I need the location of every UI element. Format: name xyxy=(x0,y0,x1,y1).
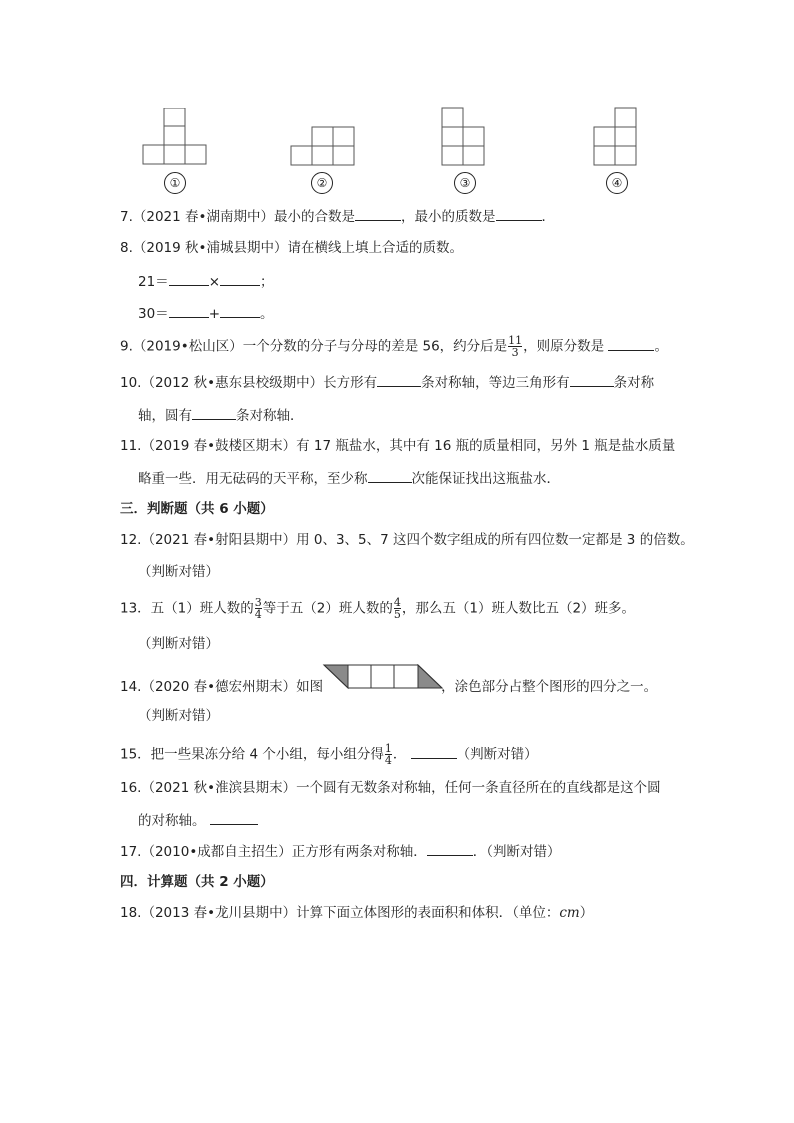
q10-text-1: 10.（2012 秋•惠东县校级期中）长方形有 xyxy=(120,375,378,391)
q14-judge-hint: （判断对错） xyxy=(138,708,219,724)
q13-judge-hint: （判断对错） xyxy=(138,636,219,652)
figure-4-label: ④ xyxy=(606,172,628,194)
question-11 xyxy=(120,436,675,456)
q7-text-1: 7.（2021 春•湖南期中）最小的合数是 xyxy=(120,209,355,225)
q9-text-2: ，则原分数是 xyxy=(523,338,605,355)
q10-answer-blank-2[interactable] xyxy=(570,372,614,387)
q8-line1-prefix: 21＝ xyxy=(138,274,169,290)
figure-1-label: ① xyxy=(164,172,186,194)
q13-fraction-1-denominator: 4 xyxy=(254,608,262,621)
question-12 xyxy=(120,530,694,550)
q13-fraction-1-numerator: 3 xyxy=(254,596,262,609)
q7-text-3: ． xyxy=(541,209,555,225)
q8-line1-suffix: ； xyxy=(260,274,274,290)
q15-text-1: 15．把一些果冻分给 4 个小组，每小组分得 xyxy=(120,746,384,763)
q8-answer-blank-3[interactable] xyxy=(169,303,209,318)
q13-text-2: 等于五（2）班人数的 xyxy=(262,600,393,617)
figure-2-label: ② xyxy=(311,172,333,194)
question-7 xyxy=(120,206,555,227)
q18-text: 18.（2013 春•龙川县期中）计算下面立体图形的表面积和体积．（单位： xyxy=(120,905,560,921)
q10-text-2: 条对称轴，等边三角形有 xyxy=(421,375,570,391)
q7-answer-blank-1[interactable] xyxy=(355,206,401,221)
q17-text-1: 17.（2010•成都自主招生）正方形有两条对称轴． xyxy=(120,844,427,860)
figure-3-cube-view xyxy=(441,107,487,166)
question-12-line-2 xyxy=(138,562,219,582)
question-18 xyxy=(120,903,593,923)
q8-line1-operator: × xyxy=(208,274,220,290)
q9-fraction-numerator: 11 xyxy=(508,334,523,347)
q15-text-2: ． xyxy=(392,746,407,763)
q13-fraction-2-numerator: 4 xyxy=(393,596,401,609)
q9-fraction-denominator: 3 xyxy=(508,346,522,358)
q15-judge-hint: （判断对错） xyxy=(456,746,538,763)
q18-unit: cm xyxy=(559,905,580,921)
q10-text-5: 条对称轴． xyxy=(236,408,304,424)
q13-fraction-2-denominator: 5 xyxy=(393,608,401,621)
question-13-line-2 xyxy=(138,634,219,654)
q13-fraction-1 xyxy=(255,597,262,620)
q11-text-1: 11.（2019 春•鼓楼区期末）有 17 瓶盐水，其中有 16 瓶的质量相同，另外 1 瓶是盐水质量 xyxy=(120,438,676,454)
q10-answer-blank-3[interactable] xyxy=(192,405,236,420)
q14-text-1: 14.（2020 春•德宏州期末）如图 xyxy=(120,679,324,695)
figure-1-cube-view xyxy=(142,108,210,166)
q12-text: 12.（2021 春•射阳县期中）用 0、3、5、7 这四个数字组成的所有四位数一定都是 3 的倍数。 xyxy=(120,532,694,548)
q8-answer-blank-4[interactable] xyxy=(220,303,260,318)
q9-text-1: 9.（2019•松山区）一个分数的分子与分母的差是 56，约分后是 xyxy=(120,338,508,355)
q8-line2-operator: + xyxy=(208,306,220,322)
question-16 xyxy=(120,778,661,798)
q12-judge-hint: （判断对错） xyxy=(138,564,219,580)
question-9 xyxy=(120,335,668,358)
question-8-line-1 xyxy=(138,271,274,292)
question-14-line-2 xyxy=(138,706,219,726)
question-10 xyxy=(120,372,654,393)
q13-text-3: ，那么五（1）班人数比五（2）班多。 xyxy=(401,600,636,617)
q8-line2-prefix: 30＝ xyxy=(138,306,169,322)
question-11-line-2 xyxy=(138,468,560,489)
question-15 xyxy=(120,743,538,766)
q16-text-1: 16.（2021 秋•淮滨县期末）一个圆有无数条对称轴，任何一条直径所在的直线都是这个圆 xyxy=(120,780,661,796)
q16-answer-blank[interactable] xyxy=(210,810,258,825)
q9-answer-blank[interactable] xyxy=(608,336,654,351)
q8-text: 8.（2019 秋•浦城县期中）请在横线上填上合适的质数。 xyxy=(120,240,463,256)
q17-answer-blank[interactable] xyxy=(427,841,473,856)
q10-text-3: 条对称 xyxy=(613,375,655,391)
q11-text-3: 次能保证找出这瓶盐水． xyxy=(411,471,560,487)
q8-answer-blank-1[interactable] xyxy=(169,271,209,286)
q14-text-2: ，涂色部分占整个图形的四分之一。 xyxy=(441,679,658,695)
question-8 xyxy=(120,238,463,258)
figure-3-label: ③ xyxy=(454,172,476,194)
q15-fraction xyxy=(385,743,392,766)
q14-parallelogram-figure xyxy=(322,664,444,690)
figure-2-cube-view xyxy=(290,126,356,166)
q13-text-1: 13．五（1）班人数的 xyxy=(120,600,254,617)
question-17 xyxy=(120,841,561,862)
q7-text-2: ，最小的质数是 xyxy=(401,209,496,225)
q7-answer-blank-2[interactable] xyxy=(496,206,542,221)
question-13 xyxy=(120,597,635,620)
q8-line2-suffix: 。 xyxy=(260,306,274,322)
q17-text-2: ．（判断对错） xyxy=(472,844,561,860)
q10-text-4: 轴，圆有 xyxy=(138,408,192,424)
q11-answer-blank[interactable] xyxy=(368,468,412,483)
question-10-line-2 xyxy=(138,405,304,426)
q15-answer-blank[interactable] xyxy=(411,744,457,759)
q18-text-end: ） xyxy=(579,905,594,921)
q11-text-2: 略重一些．用无砝码的天平称，至少称 xyxy=(138,471,368,487)
q8-answer-blank-2[interactable] xyxy=(220,271,260,286)
section-4-heading: 四．计算题（共 2 小题） xyxy=(120,874,274,890)
question-16-line-2 xyxy=(138,810,258,831)
q10-answer-blank-1[interactable] xyxy=(377,372,421,387)
q15-fraction-denominator: 4 xyxy=(384,754,392,767)
question-8-line-2 xyxy=(138,303,274,324)
section-3-heading: 三．判断题（共 6 小题） xyxy=(120,501,274,517)
figure-4-cube-view xyxy=(593,107,639,166)
q13-fraction-2 xyxy=(394,597,401,620)
q16-text-2: 的对称轴。 xyxy=(138,813,206,829)
q15-fraction-numerator: 1 xyxy=(384,742,392,755)
q9-fraction xyxy=(508,335,522,358)
q9-text-end: 。 xyxy=(654,338,668,355)
